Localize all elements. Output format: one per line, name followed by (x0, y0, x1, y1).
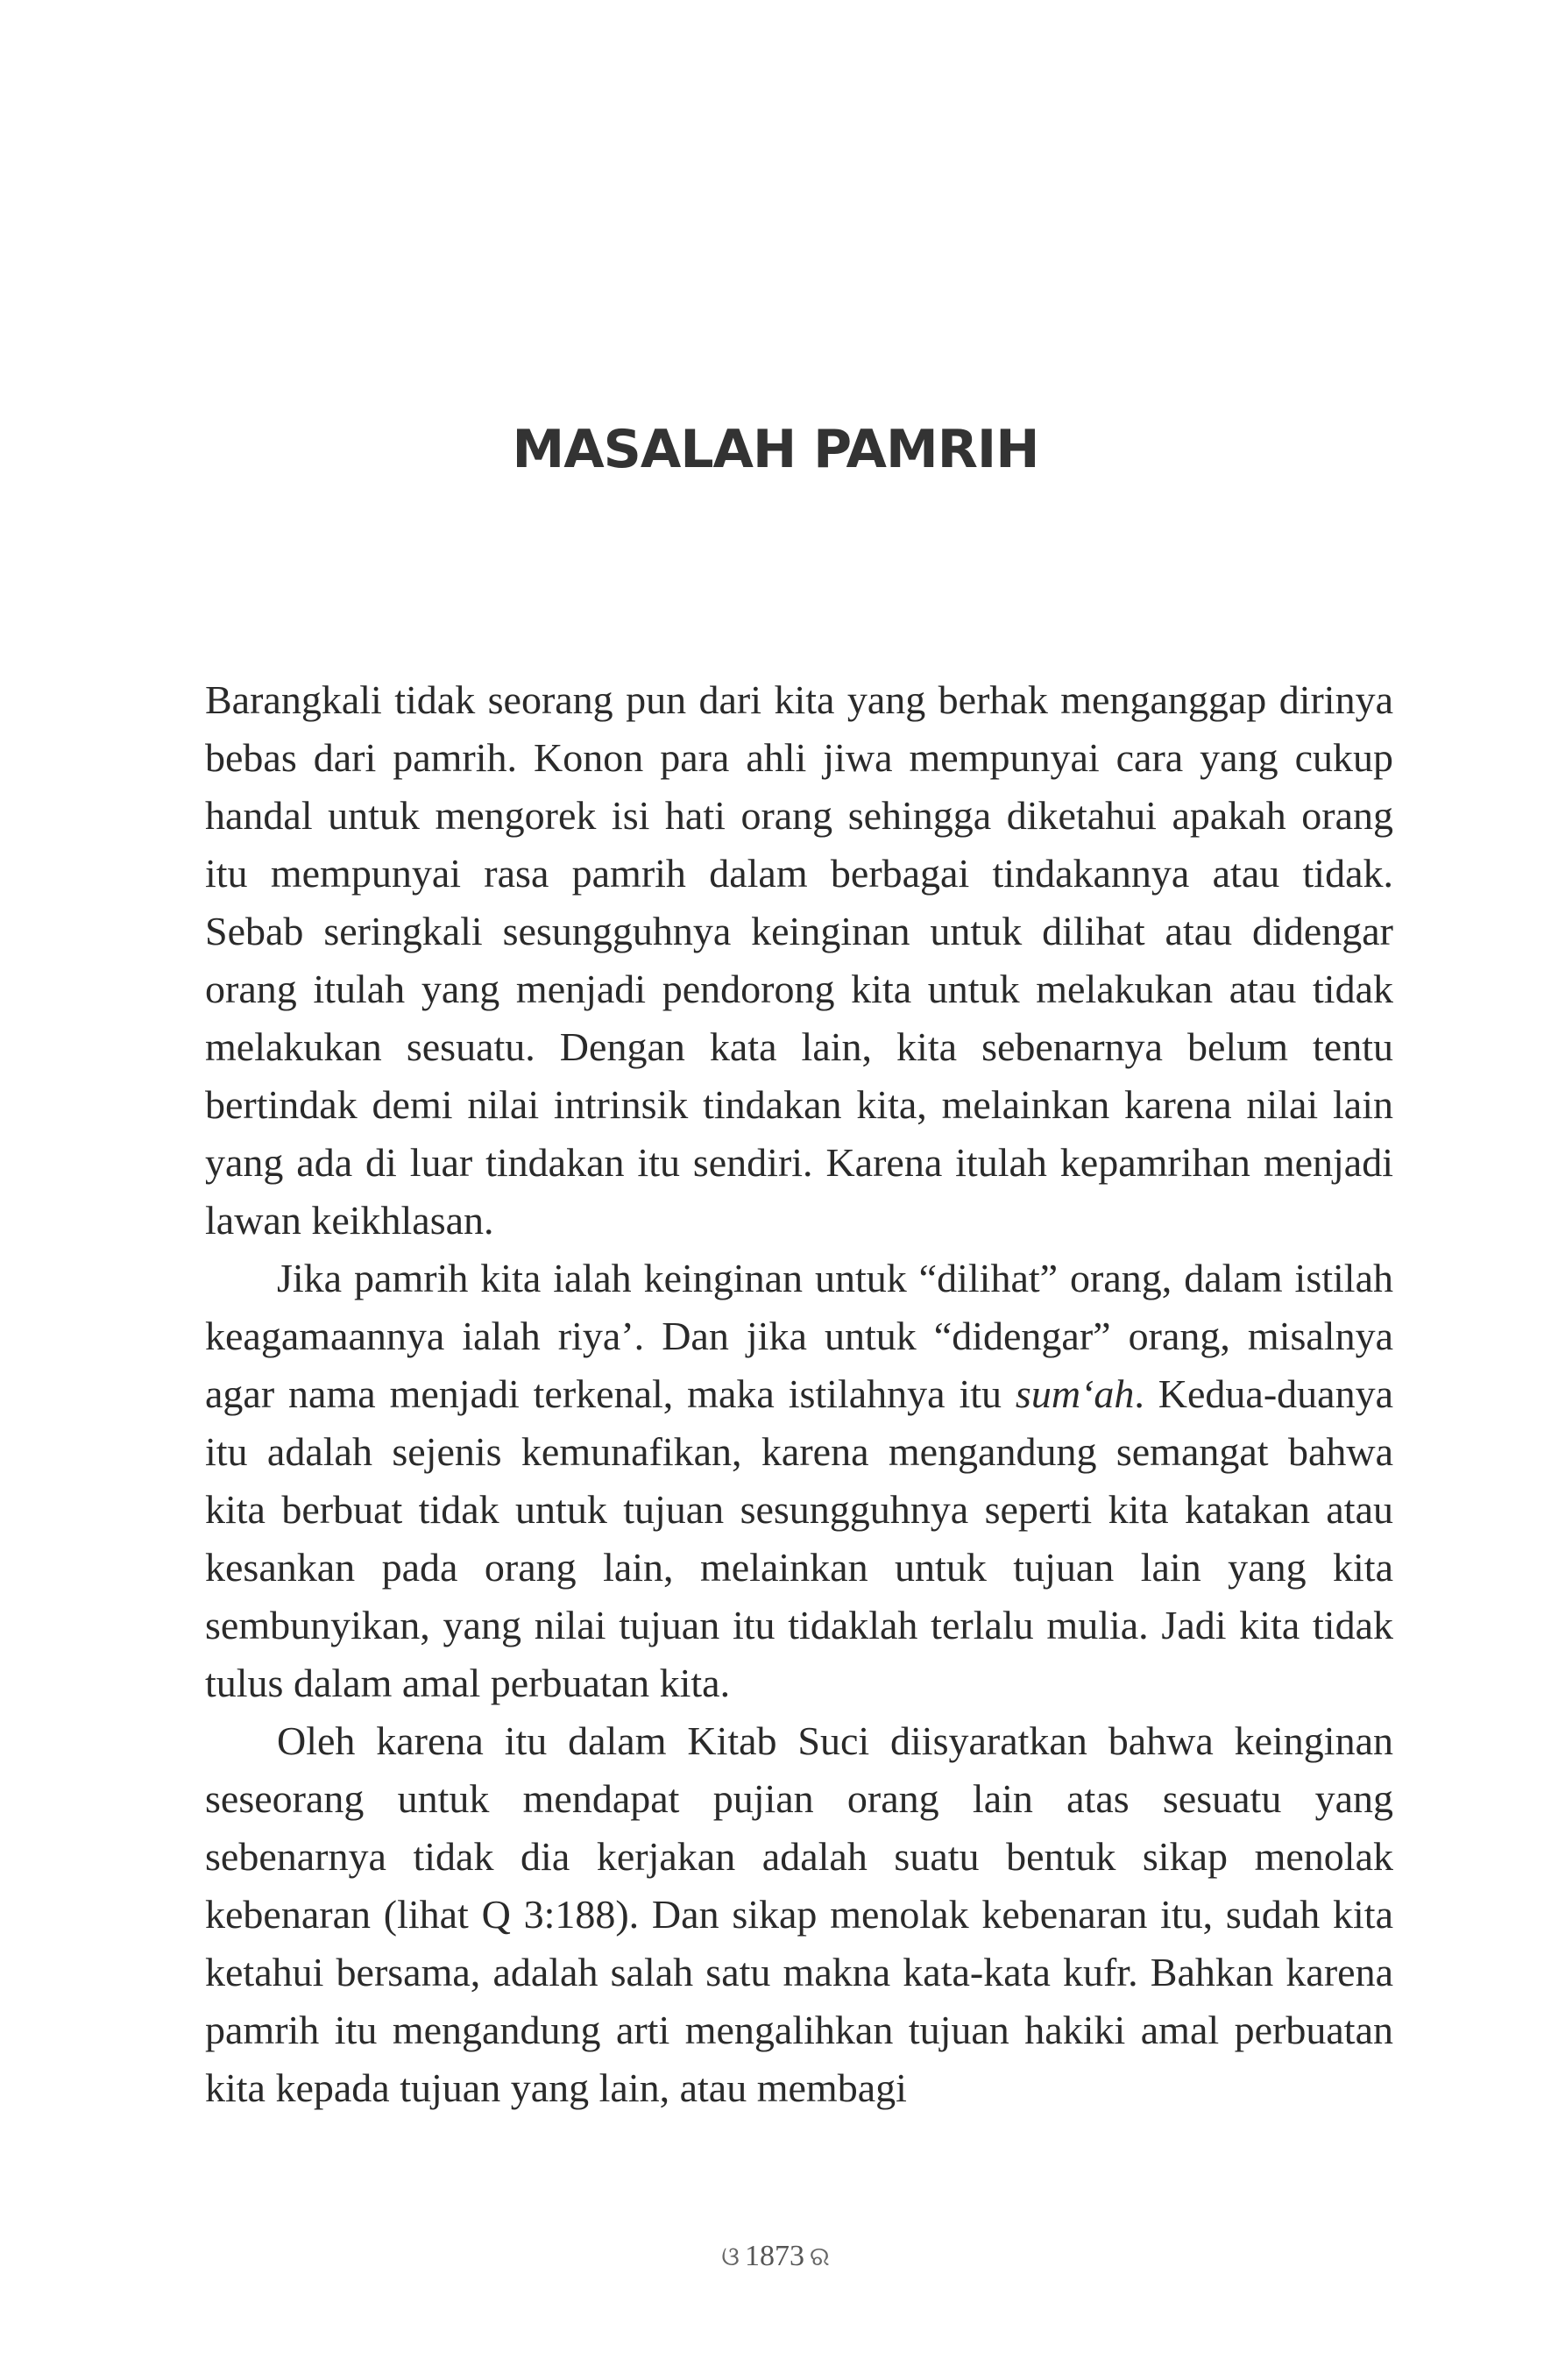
paragraph-1-text: Barangkali tidak seorang pun dari kita yang berhak menganggap dirinya bebas dari pamrih. Konon para ahli jiwa mempunyai cara yang cukup handal untuk mengorek isi hati orang sehingga diketahui apakah orang itu mempunyai rasa pamrih dalam berbagai tindakannya atau tidak. Sebab seringkali sesungguhnya keinginan untuk dilihat atau didengar orang itulah yang menjadi pendorong kita untuk melakukan atau tidak melakukan sesuatu. Dengan kata lain, kita sebenarnya belum tentu bertindak demi nilai intrinsik tindakan kita, melainkan karena nilai lain yang ada di luar tindakan itu sendiri. Karena itulah kepamrihan menjadi lawan keikhlasan. (205, 677, 1393, 1243)
page-footer (0, 2240, 1551, 2273)
page-number: 1873 (744, 2240, 804, 2272)
ornament-left-icon: ଓ (721, 2242, 740, 2271)
paragraph-3-text: Oleh karena itu dalam Kitab Suci diisyaratkan bahwa keinginan seseorang untuk mendapat pujian orang lain atas sesuatu yang sebenarnya tidak dia kerjakan adalah suatu bentuk sikap menolak kebenaran (lihat Q 3:188). Dan sikap menolak kebenaran itu, sudah kita ketahui bersama, adalah salah satu makna kata-kata kufr. Bahkan karena pamrih itu mengandung arti mengalihkan tujuan hakiki amal perbuatan kita kepada tujuan yang lain, atau membagi (205, 1718, 1393, 2110)
ornament-right-icon: ର (809, 2242, 830, 2271)
chapter-title: MASALAH PAMRIH (512, 419, 1039, 480)
paragraph-2 (205, 1250, 1393, 1712)
paragraph-1 (205, 671, 1393, 1250)
paragraph-2-text-b: . Kedua-duanya itu adalah sejenis kemunafikan, karena mengandung semangat bahwa kita berbuat tidak untuk tujuan sesungguhnya seperti kita katakan atau kesankan pada orang lain, melainkan untuk tujuan lain yang kita sembunyikan, yang nilai tujuan itu tidaklah terlalu mulia. Jadi kita tidak tulus dalam amal perbuatan kita. (205, 1371, 1393, 1705)
paragraph-2-text-a: Jika pamrih kita ialah keinginan untuk “dilihat” orang, dalam istilah keagamaannya ialah riya’. Dan jika untuk “didengar” orang, misalnya agar nama menjadi terkenal, maka istilahnya itu (205, 1256, 1393, 1416)
paragraph-3 (205, 1712, 1393, 2117)
body-text (205, 671, 1393, 2117)
italic-term: sum‘ah (1015, 1371, 1135, 1416)
